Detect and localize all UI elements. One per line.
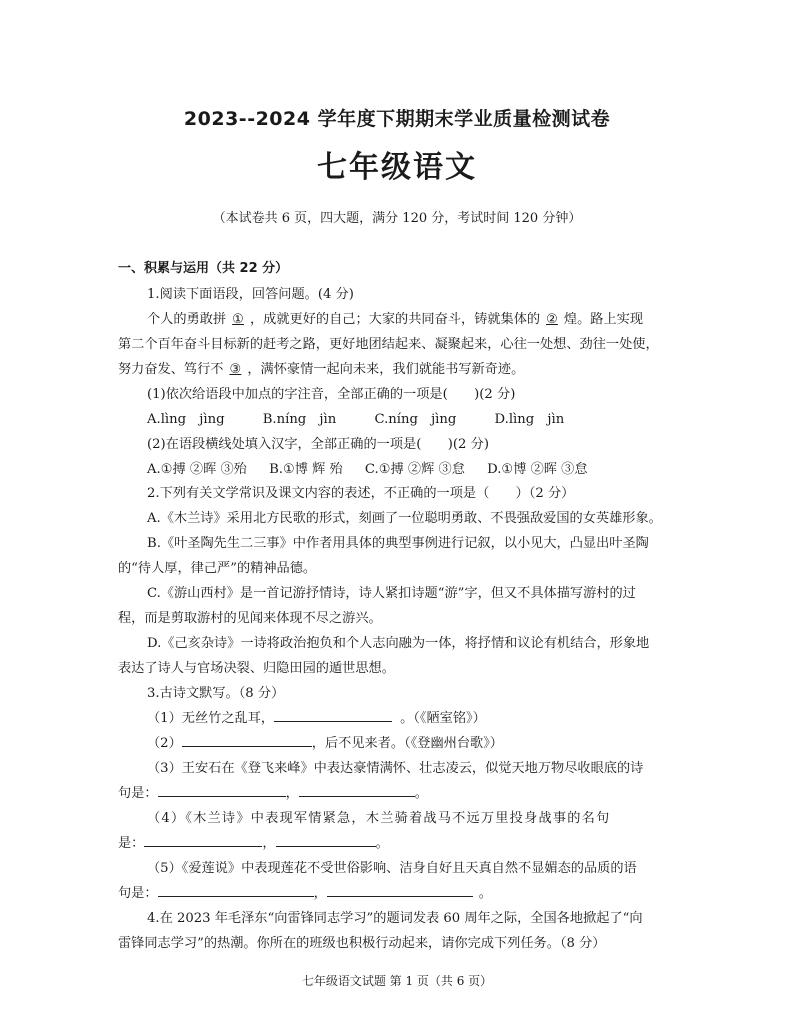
blank-3: ③ <box>229 362 242 377</box>
q1-passage-line2: 第二个百年奋斗目标新的赶考之路，更好地团结起来、凝聚起来，心往一处想、劲往一处使， <box>118 337 659 352</box>
answer-blank[interactable] <box>327 883 473 897</box>
passage-text: 个人的勇敢拼 <box>147 312 227 327</box>
answer-blank[interactable] <box>144 833 262 847</box>
answer-blank[interactable] <box>276 833 376 847</box>
option-d: D.①博 ②晖 ③怠 <box>487 462 588 477</box>
period: 。 <box>478 886 492 901</box>
q4-stem: 4.在 2023 年毛泽东“向雷锋同志学习”的题词发表 60 周年之际，全国各地掀起了“向 <box>147 911 643 926</box>
q1-passage-line1 <box>147 308 643 327</box>
q3-item3-answer <box>118 782 428 801</box>
q1-sub1: (1)依次给语段中加点的字注音，全部正确的一项是( )(2 分) <box>147 387 516 402</box>
period: 。 <box>375 836 389 851</box>
q3-stem: 3.古诗文默写。（8 分） <box>147 686 285 701</box>
option-b: B.níng jìn <box>262 412 337 427</box>
section-heading: 一、积累与运用（共 22 分） <box>118 261 289 276</box>
q3-item4: （4）《木兰诗》中表现军情紧急，木兰骑着战马不远万里投身战事的名句 <box>147 811 611 826</box>
q1-sub1-options <box>147 408 564 427</box>
option-b: B.①博 辉 殆 <box>269 462 343 477</box>
q1-sub2-options <box>147 458 588 477</box>
q2-option-c-cont: 程，而是剪取游村的见闻来体现不尽之游兴。 <box>118 611 382 626</box>
q2-stem: 2.下列有关文学常识及课文内容的表述，不正确的一项是（ ）（2 分） <box>147 486 575 501</box>
option-c: C.níng jìng <box>374 412 457 427</box>
answer-blank[interactable] <box>274 708 392 722</box>
q2-option-d-cont: 表达了诗人与官场决裂、归隐田园的遁世思想。 <box>118 661 395 676</box>
q3-item1 <box>147 707 486 726</box>
q2-option-b: B.《叶圣陶先生二三事》中作者用具体的典型事例进行记叙，以小见大，凸显出叶圣陶 <box>147 536 649 551</box>
blank-1: ① <box>232 312 244 327</box>
q3-item5: （5）《爱莲说》中表现莲花不受世俗影响、洁身自好且天真自然不显媚态的品质的语 <box>147 861 637 876</box>
option-a: A.lìng jìng <box>147 412 225 427</box>
blank-2: ② <box>546 312 558 327</box>
q3-item2 <box>147 732 503 751</box>
item-text: 句是： <box>118 886 158 901</box>
q2-option-c: C.《游山西村》是一首记游抒情诗，诗人紧扣诗题“游”字，但又不具体描写游村的过 <box>147 586 636 601</box>
q1-stem: 1.阅读下面语段，回答问题。(4 分) <box>147 287 354 302</box>
item-text: 是： <box>118 836 145 851</box>
q1-passage-line3 <box>118 358 524 377</box>
q3-item4-answer <box>118 832 389 851</box>
subject-title: 七年级语文 <box>317 150 477 185</box>
answer-blank[interactable] <box>158 883 314 897</box>
item-text: （2） <box>147 736 182 751</box>
answer-blank[interactable] <box>182 733 312 747</box>
q2-option-a: A.《木兰诗》采用北方民歌的形式，刻画了一位聪明勇敢、不畏强敌爱国的女英雄形象。 <box>147 511 662 526</box>
passage-text: 煌。路上实现 <box>563 312 644 327</box>
page-footer: 七年级语文试题 第 1 页（共 6 页） <box>301 974 493 988</box>
comma: ， <box>313 886 327 901</box>
q2-option-b-cont: 的“待人厚，律己严”的精神品德。 <box>118 561 317 576</box>
item-text: 。（《陋室铭》） <box>400 711 486 726</box>
option-c: C.①搏 ②辉 ③怠 <box>364 462 465 477</box>
comma: ， <box>262 836 276 851</box>
passage-text: ，满怀豪情一起向未来，我们就能书写新奇迹。 <box>247 362 525 377</box>
passage-text: 努力奋发、笃行不 <box>118 362 224 377</box>
answer-blank[interactable] <box>158 783 286 797</box>
period: 。 <box>414 786 428 801</box>
q2-option-d: D.《己亥杂诗》一诗将政治抱负和个人志向融为一体，将抒情和议论有机结合，形象地 <box>147 636 650 651</box>
comma: ， <box>285 786 299 801</box>
exam-note: （本试卷共 6 页，四大题，满分 120 分，考试时间 120 分钟） <box>212 211 582 226</box>
item-text: （1）无丝竹之乱耳， <box>147 711 275 726</box>
exam-title: 2023--2024 学年度下期期末学业质量检测试卷 <box>183 108 611 130</box>
q3-item3: （3）王安石在《登飞来峰》中表达豪情满怀、壮志凌云，似觉天地万物尽收眼底的诗 <box>147 761 644 776</box>
answer-blank[interactable] <box>299 783 415 797</box>
q3-item5-answer <box>118 882 492 901</box>
option-d: D.lìng jìn <box>494 412 565 427</box>
item-text: ，后不见来者。（《登幽州台歌》） <box>311 736 503 751</box>
option-a: A.①搏 ②晖 ③殆 <box>147 462 247 477</box>
item-text: 句是： <box>118 786 158 801</box>
passage-text: ，成就更好的自己；大家的共同奋斗，铸就集体的 <box>249 312 541 327</box>
q4-stem-cont: 雷锋同志学习”的热潮。你所在的班级也积极行动起来，请你完成下列任务。（8 分） <box>118 936 606 951</box>
q1-sub2: (2)在语段横线处填入汉字，全部正确的一项是( )(2 分) <box>147 437 489 452</box>
